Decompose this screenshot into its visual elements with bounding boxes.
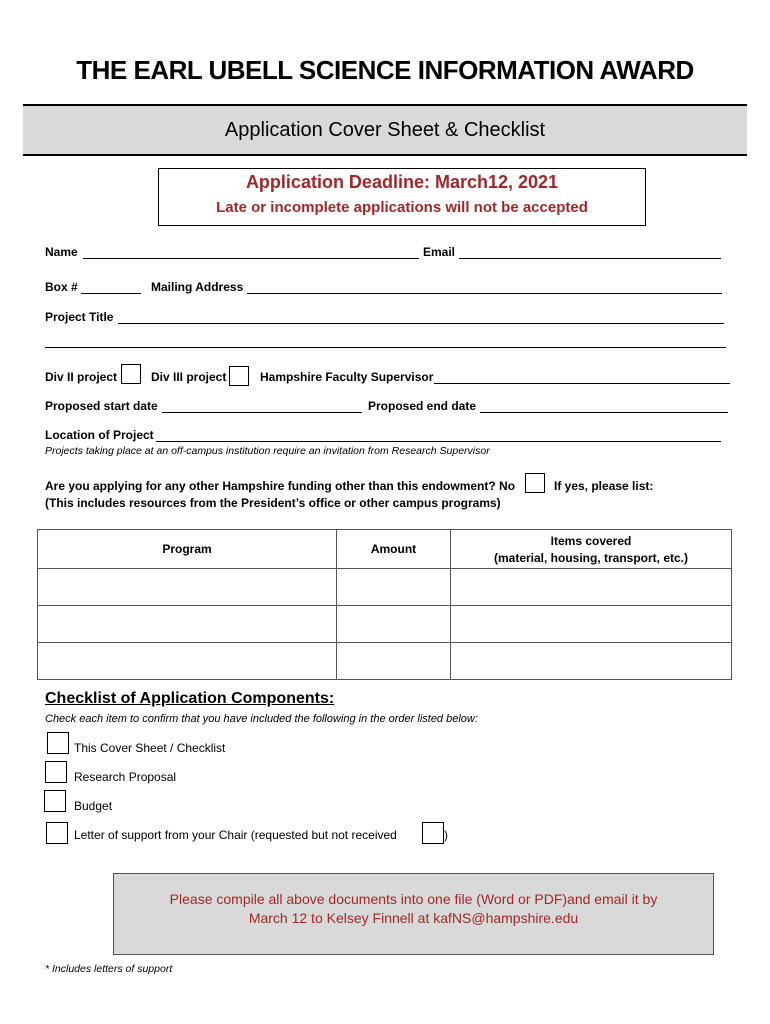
items-covered-header-line2: (material, housing, transport, etc.) xyxy=(493,550,689,565)
checklist-item-letter-close: ) xyxy=(444,828,448,842)
submission-notice-line1: Please compile all above documents into one file (Word or PDF)and email it by xyxy=(169,891,658,907)
amount-cell[interactable] xyxy=(337,569,451,606)
location-label: Location of Project xyxy=(45,428,154,442)
location-field[interactable] xyxy=(156,441,721,442)
checklist-heading: Checklist of Application Components: xyxy=(45,690,335,707)
checklist-checkbox-proposal[interactable] xyxy=(45,761,67,783)
mailing-address-field[interactable] xyxy=(247,293,722,294)
items-covered-header xyxy=(451,530,732,569)
div3-checkbox[interactable] xyxy=(229,366,249,386)
submission-notice-line2: March 12 to Kelsey Finnell at kafNS@hampshire.edu xyxy=(248,910,579,926)
footnote: * Includes letters of support xyxy=(45,963,173,975)
items-cell[interactable] xyxy=(451,643,732,680)
amount-header: Amount xyxy=(337,530,451,569)
table-row xyxy=(38,606,732,643)
start-date-label: Proposed start date xyxy=(45,399,158,413)
mailing-address-label: Mailing Address xyxy=(151,280,244,294)
amount-cell[interactable] xyxy=(337,643,451,680)
funding-table xyxy=(37,529,732,680)
checklist-item-letter: Letter of support from your Chair (requested but not received xyxy=(74,828,397,842)
submission-notice xyxy=(113,873,714,955)
div3-label: Div III project xyxy=(151,370,227,384)
program-cell[interactable] xyxy=(38,606,337,643)
program-header: Program xyxy=(38,530,337,569)
table-header-row xyxy=(38,530,732,569)
email-label: Email xyxy=(423,245,456,259)
end-date-label: Proposed end date xyxy=(368,399,477,413)
box-label: Box # xyxy=(45,280,78,294)
email-field[interactable] xyxy=(459,258,721,259)
checklist-item-proposal: Research Proposal xyxy=(74,770,177,784)
form-title: THE EARL UBELL SCIENCE INFORMATION AWARD xyxy=(76,55,694,85)
supervisor-field[interactable] xyxy=(434,383,730,384)
div2-checkbox[interactable] xyxy=(121,364,141,384)
table-row xyxy=(38,643,732,680)
funding-no-checkbox[interactable] xyxy=(525,473,545,493)
checklist-checkbox-letter-pending[interactable] xyxy=(422,822,444,844)
items-cell[interactable] xyxy=(451,606,732,643)
program-cell[interactable] xyxy=(38,643,337,680)
funding-question: Are you applying for any other Hampshire funding other than this endowment? No xyxy=(45,479,516,493)
checklist-checkbox-budget[interactable] xyxy=(44,790,66,812)
table-row xyxy=(38,569,732,606)
div2-label: Div II project xyxy=(45,370,118,384)
funding-note: (This includes resources from the President’s office or other campus programs) xyxy=(45,496,501,510)
end-date-field[interactable] xyxy=(480,412,728,413)
program-cell[interactable] xyxy=(38,569,337,606)
project-title-label: Project Title xyxy=(45,310,114,324)
items-covered-header-line1: Items covered xyxy=(550,533,632,548)
checklist-instruction: Check each item to confirm that you have included the following in the order listed below: xyxy=(45,713,478,725)
deadline-text: Application Deadline: March12, 2021 xyxy=(245,172,559,192)
location-note: Projects taking place at an off-campus institution require an invitation from Research Supervisor xyxy=(45,445,490,457)
box-field[interactable] xyxy=(81,293,141,294)
name-label: Name xyxy=(45,245,78,259)
checklist-checkbox-cover-sheet[interactable] xyxy=(47,732,69,754)
funding-if-yes-label: If yes, please list: xyxy=(554,479,654,493)
deadline-box xyxy=(158,168,646,226)
items-cell[interactable] xyxy=(451,569,732,606)
checklist-item-budget: Budget xyxy=(74,799,113,813)
name-field[interactable] xyxy=(83,258,419,259)
checklist-checkbox-letter[interactable] xyxy=(46,822,68,844)
amount-cell[interactable] xyxy=(337,606,451,643)
start-date-field[interactable] xyxy=(162,412,362,413)
project-title-field-line2[interactable] xyxy=(45,347,726,348)
deadline-warning: Late or incomplete applications will not be accepted xyxy=(216,199,588,216)
form-subtitle-bar: Application Cover Sheet & Checklist xyxy=(23,104,747,156)
supervisor-label: Hampshire Faculty Supervisor xyxy=(260,370,434,384)
checklist-item-cover-sheet: This Cover Sheet / Checklist xyxy=(74,741,226,755)
project-title-field[interactable] xyxy=(118,323,724,324)
